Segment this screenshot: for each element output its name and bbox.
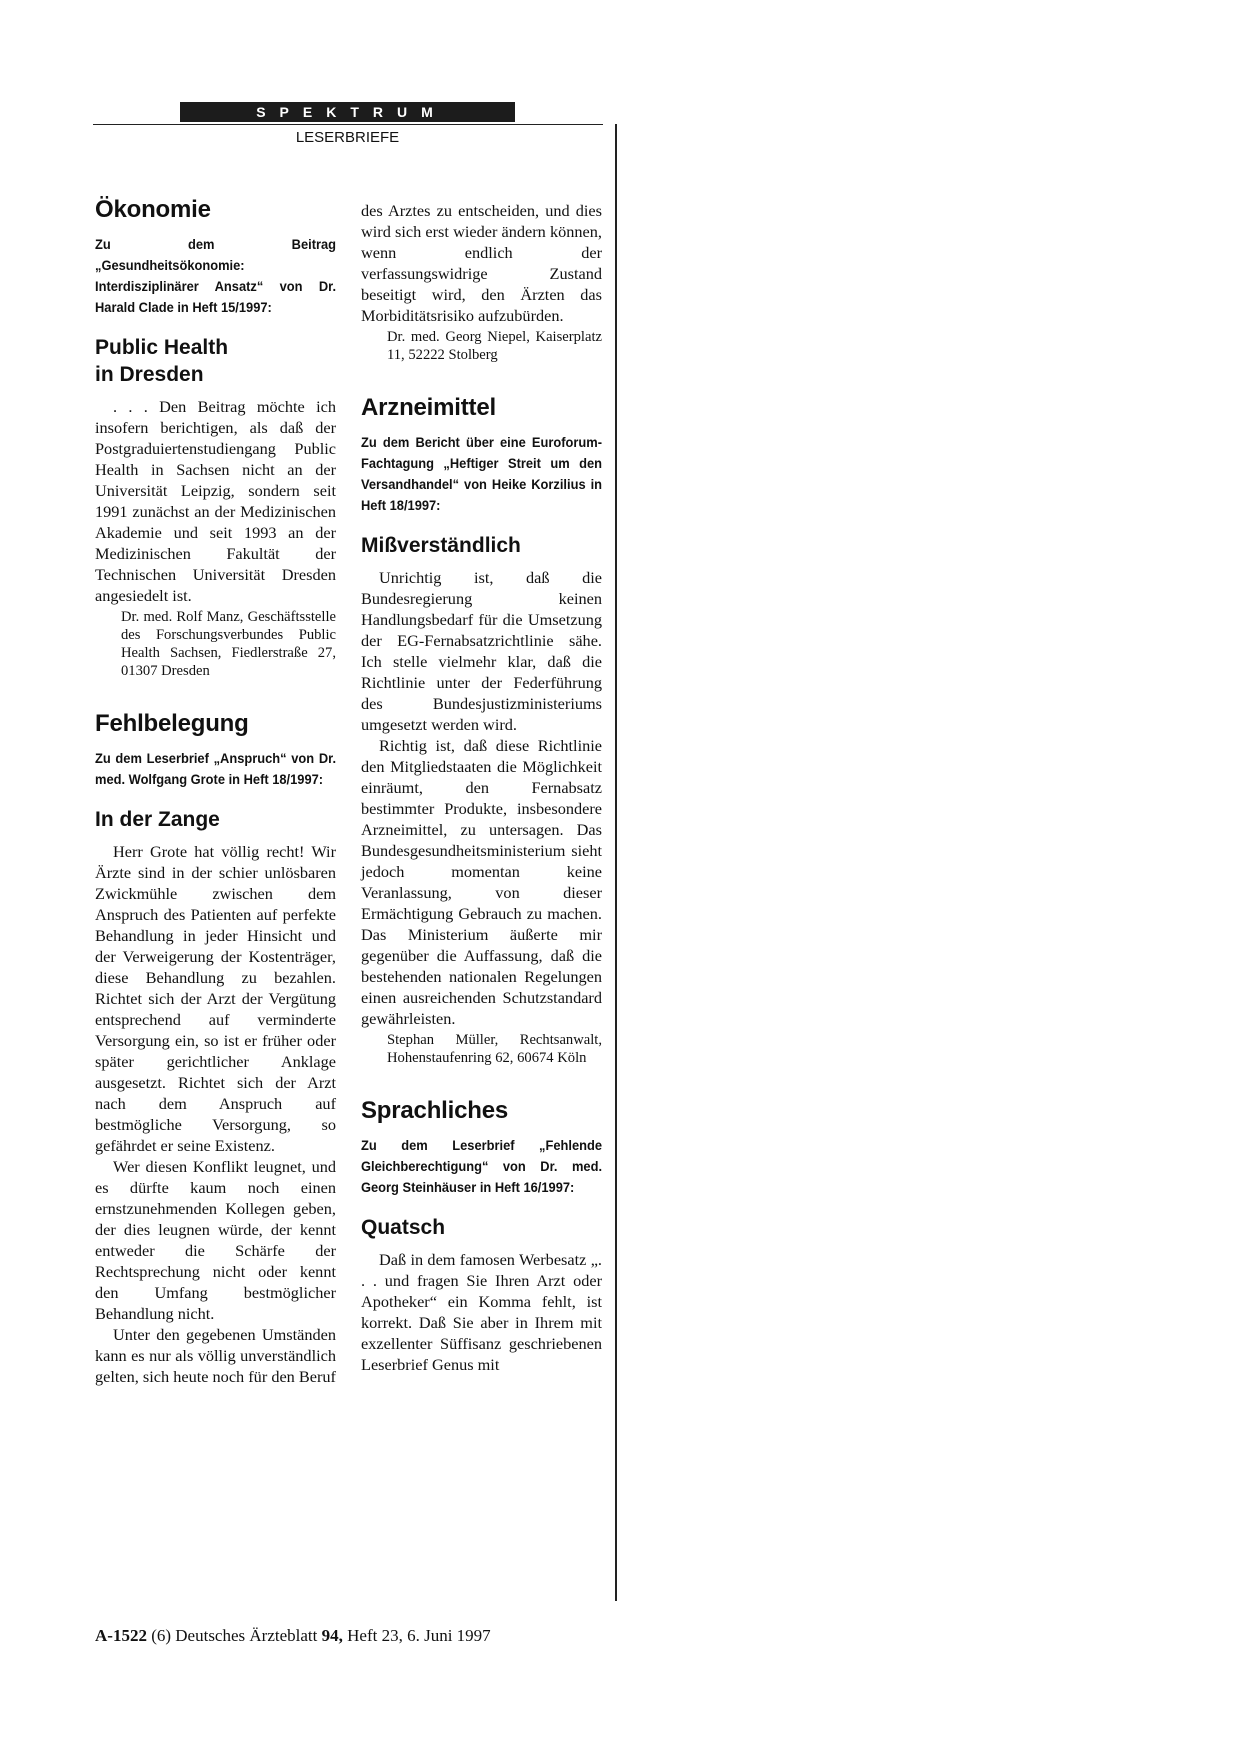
section-heading-oekonomie: Ökonomie bbox=[95, 196, 211, 223]
letter-title-public-health bbox=[95, 334, 336, 388]
letter-title-zange: In der Zange bbox=[95, 808, 220, 831]
letter-paragraph: Herr Grote hat völlig recht! Wir Ärzte sind in der schier unlösbaren Zwickmühle zwischen dem Anspruch des Patienten auf perfekte Behandlung in jeder Hinsicht und der Verweigerung der Kostenträger, diese Behandlung zu bezahlen. Richtet sich der Arzt der Vergütung entsprechend auf verminderte Versorgung ein, so ist er früher oder später gerichtlicher Anklage ausgesetzt. Richtet sich der Arzt nach dem Anspruch auf bestmögliche Versorgung, so gefährdet er seine Existenz. bbox=[95, 842, 336, 1155]
letter-paragraph: Wer diesen Konflikt leugnet, und es dürfte kaum noch einen ernstzunehmenden Kollegen geben, der dies leugnen würde, der kennt entweder die Schärfe der Rechtsprechung nicht oder kennt den Umfang bestmöglicher Behandlung nicht. bbox=[95, 1157, 336, 1323]
header-rule bbox=[93, 124, 603, 125]
letter-signature: Stephan Müller, Rechtsanwalt, Hohenstaufenring 62, 60674 Köln bbox=[387, 1032, 602, 1066]
letter-signature: Dr. med. Georg Niepel, Kaiserplatz 11, 52222 Stolberg bbox=[387, 329, 602, 363]
issue-date: Heft 23, 6. Juni 1997 bbox=[347, 1626, 491, 1645]
letter-paragraph: Unrichtig ist, daß die Bundesregierung keinen Handlungsbedarf für die Umsetzung der EG-Fernabsatzrichtlinie sähe. Ich stelle vielmehr klar, daß die Richtlinie unter der Federführung des Bundesjustizministeriums umgesetzt werden wird. bbox=[361, 568, 602, 734]
letter-paragraph: Daß in dem famosen Werbesatz „. . . und fragen Sie Ihren Arzt oder Apotheker“ ein Komma fehlt, ist korrekt. Daß Sie aber in Ihrem mit exzellenter Süffisanz geschriebenen Leserbrief Genus mit bbox=[361, 1250, 602, 1374]
section-heading-fehlbelegung: Fehlbelegung bbox=[95, 710, 249, 737]
section-heading-arzneimittel: Arzneimittel bbox=[361, 394, 496, 421]
letter-paragraph: Richtig ist, daß diese Richtlinie den Mitgliedstaaten die Möglichkeit einräumt, den Fernabsatz bestimmter Produkte, insbesondere Arzneimittel, zu untersagen. Das Bundesgesundheitsministerium sieht jedoch momentan keine Veranlassung, von dieser Ermächtigung Gebrauch zu machen. Das Ministerium äußerte mir gegenüber die Auffassung, daß die bestehenden nationalen Regelungen einen ausreichenden Schutzstandard gewährleisten. bbox=[361, 736, 602, 1028]
letter-continuation: des Arztes zu entscheiden, und dies wird sich erst wieder ändern können, wenn endlich der verfassungswidrige Zustand beseitigt wird, den Ärzten das Morbiditätsrisiko aufzubürden. bbox=[361, 201, 602, 325]
letter-title-line2: in Dresden bbox=[95, 363, 204, 386]
spacer bbox=[361, 364, 602, 394]
column-right bbox=[361, 200, 602, 1375]
letter-title-line1: Public Health bbox=[95, 336, 229, 359]
column-rule bbox=[615, 124, 617, 1601]
letter-signature: Dr. med. Rolf Manz, Geschäftsstelle des Forschungsverbundes Public Health Sachsen, Fiedlerstraße 27, 01307 Dresden bbox=[121, 609, 336, 679]
letter-title-quatsch: Quatsch bbox=[361, 1216, 446, 1239]
journal-name: (6) Deutsches Ärzteblatt bbox=[151, 1626, 318, 1645]
letter-title-missverstaendlich: Mißverständlich bbox=[361, 534, 521, 557]
spacer bbox=[361, 1067, 602, 1097]
volume-number: 94, bbox=[321, 1626, 343, 1645]
section-band: SPEKTRUM bbox=[180, 102, 515, 122]
section-heading-sprachliches: Sprachliches bbox=[361, 1097, 509, 1124]
lead-sprachliches: Zu dem Leserbrief „Fehlende Gleichberechtigung“ von Dr. med. Georg Steinhäuser in Heft 16/1997: bbox=[361, 1137, 603, 1195]
lead-fehlbelegung: Zu dem Leserbrief „Anspruch“ von Dr. med. Wolfgang Grote in Heft 18/1997: bbox=[95, 750, 337, 787]
page-footer bbox=[95, 1626, 491, 1646]
letter-paragraph: Unter den gegebenen Umständen kann es nur als völlig unverständlich gelten, sich heute noch für den Beruf bbox=[95, 1325, 336, 1386]
page-code: A-1522 bbox=[95, 1626, 147, 1645]
lead-arzneimittel: Zu dem Bericht über eine Euroforum-Fachtagung „Heftiger Streit um den Versandhandel“ von Heike Korzilius in Heft 18/1997: bbox=[361, 434, 603, 513]
column-left bbox=[95, 196, 336, 1387]
lead-oekonomie: Zu dem Beitrag „Gesundheitsökonomie: Interdisziplinärer Ansatz“ von Dr. Harald Clade in Heft 15/1997: bbox=[95, 236, 337, 315]
subsection-label: LESERBRIEFE bbox=[295, 129, 400, 146]
spacer bbox=[95, 680, 336, 710]
letter-body: . . . Den Beitrag möchte ich insofern berichtigen, als daß der Postgraduiertenstudiengang Public Health in Sachsen nicht an der Universität Leipzig, sondern seit 1991 zunächst an der Medizinischen Akademie und seit 1993 an der Medizinischen Fakultät der Technischen Universität Dresden angesiedelt ist. bbox=[95, 397, 336, 605]
